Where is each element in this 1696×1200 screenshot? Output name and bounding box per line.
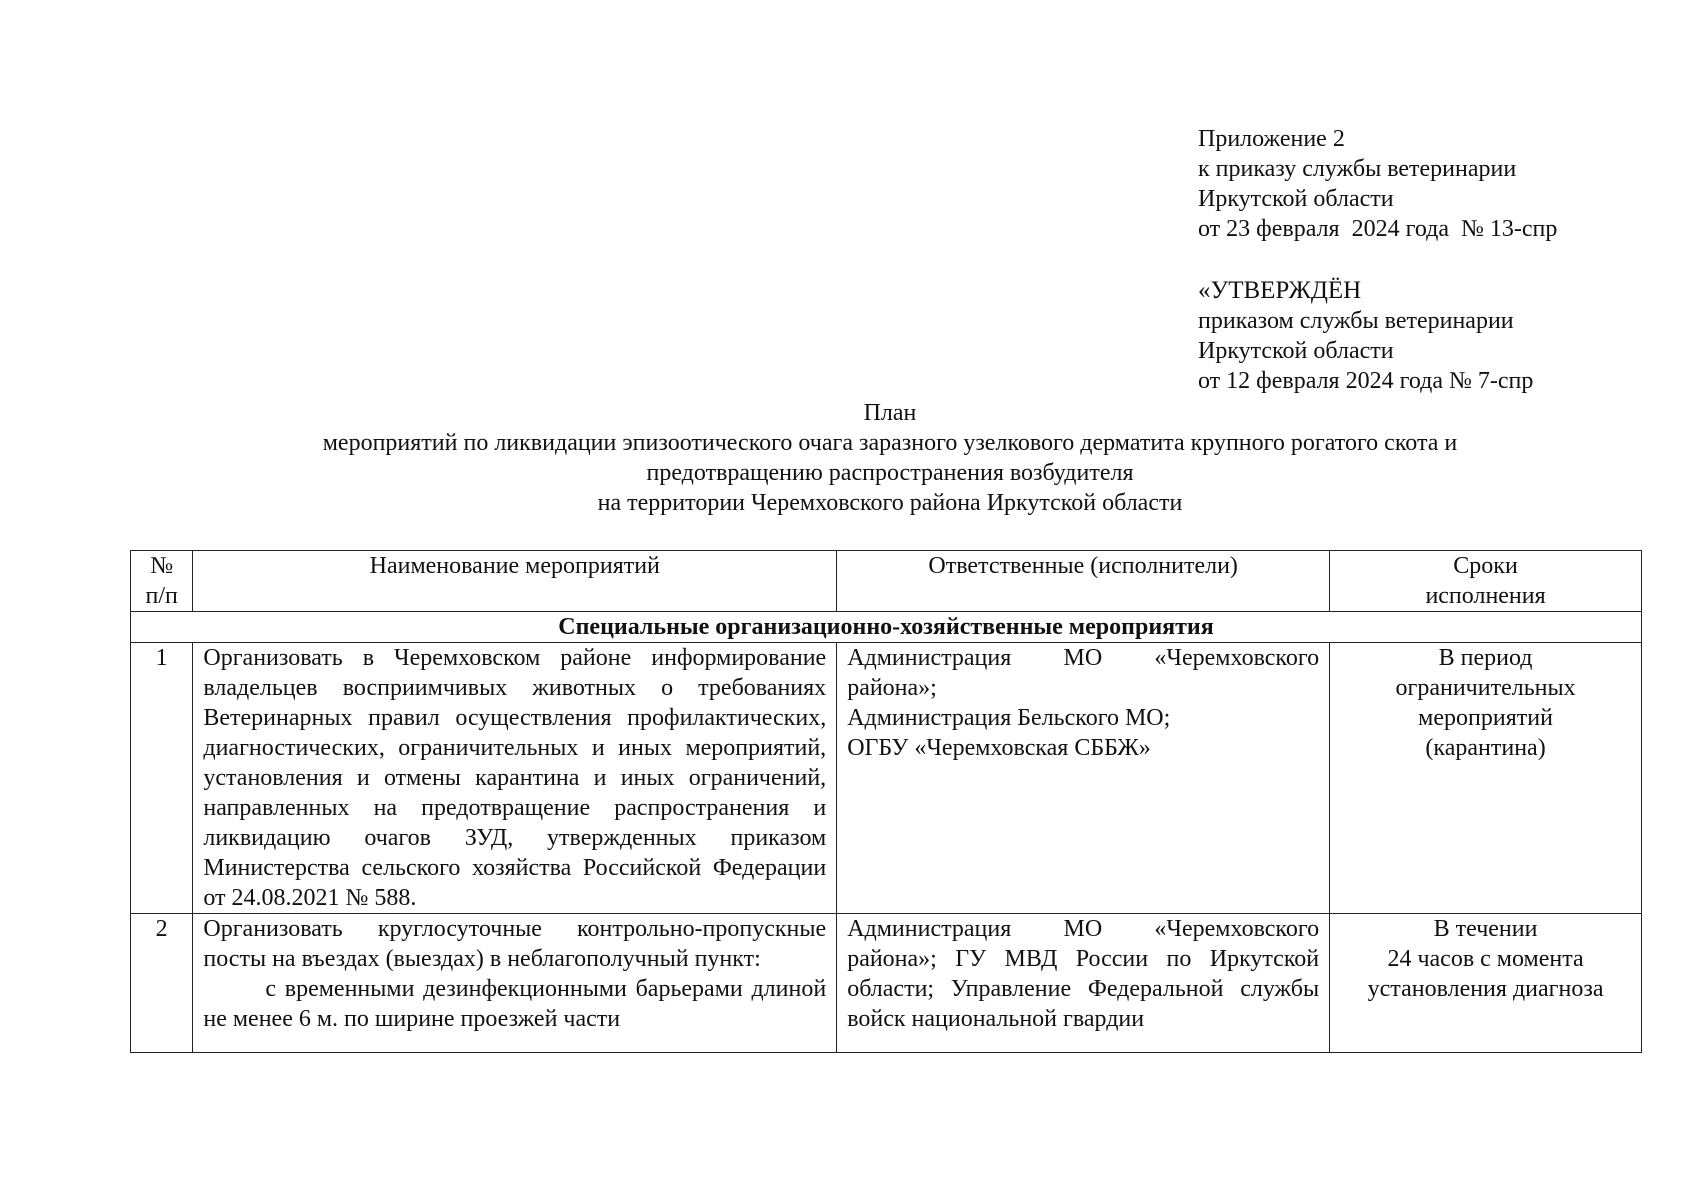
responsible-text: Администрация МО «Черемховского района»; ГУ МВД России по Иркутской области; Управление Федеральной службы войск национальной гвардии xyxy=(847,916,1320,1032)
header-name: Наименование мероприятий xyxy=(193,551,837,612)
row-term xyxy=(1330,643,1642,914)
appendix-line: от 23 февраля 2024 года № 13-спр xyxy=(1198,216,1558,242)
table-header-row xyxy=(131,551,1642,612)
responsible-line: Администрация Бельского МО; xyxy=(847,705,1171,731)
term-line: (карантина) xyxy=(1425,735,1546,761)
appendix-line: Приложение 2 xyxy=(1198,126,1345,152)
term-line: ограничительных xyxy=(1395,675,1576,701)
appendix-line: к приказу службы ветеринарии xyxy=(1198,156,1517,182)
row-number: 2 xyxy=(131,914,193,1053)
term-line: 24 часов с момента xyxy=(1387,946,1584,972)
approval-block xyxy=(1198,276,1533,396)
approval-line: «УТВЕРЖДЁН xyxy=(1198,277,1362,304)
row-name xyxy=(193,914,837,1053)
row-number: 1 xyxy=(131,643,193,914)
title-line: мероприятий по ликвидации эпизоотического очага заразного узелкового дерматита крупного рогатого скота и xyxy=(322,430,1458,456)
table-row xyxy=(131,914,1642,1053)
term-line: мероприятий xyxy=(1418,705,1553,731)
plan-table xyxy=(130,550,1642,1053)
title-line: на территории Черемховского района Иркутской области xyxy=(597,490,1183,516)
section-title: Специальные организационно-хозяйственные мероприятия xyxy=(131,612,1642,643)
approval-line: Иркутской области xyxy=(1198,338,1394,364)
appendix-line: Иркутской области xyxy=(1198,186,1394,212)
section-row xyxy=(131,612,1642,643)
appendix-block xyxy=(1198,124,1557,244)
term-line: установления диагноза xyxy=(1367,976,1604,1002)
table-row xyxy=(131,643,1642,914)
document-title xyxy=(130,398,1650,518)
title-line: предотвращению распространения возбудителя xyxy=(646,460,1134,486)
header-number xyxy=(131,551,193,612)
term-line: В течении xyxy=(1433,916,1538,942)
title-line: План xyxy=(863,400,917,426)
header-term xyxy=(1330,551,1642,612)
row-term xyxy=(1330,914,1642,1053)
header-number-line: № xyxy=(150,553,174,579)
row-responsible xyxy=(837,643,1330,914)
responsible-line: Администрация МО «Черемховского района»; xyxy=(847,645,1320,701)
row-name: Организовать в Черемховском районе информирование владельцев восприимчивых животных о требованиях Ветеринарных правил осуществления профилактических, диагностических, ограничительных и иных мероприятий, установления и отмены карантина и иных ограничений, направленных на предотвращение распространения и ликвидацию очагов ЗУД, утвержденных приказом Министерства сельского хозяйства Российской Федерации от 24.08.2021 № 588. xyxy=(193,643,837,914)
header-responsible: Ответственные (исполнители) xyxy=(837,551,1330,612)
row-responsible xyxy=(837,914,1330,1053)
row-name-sub: с временными дезинфекционными барьерами длиной не менее 6 м. по ширине проезжей части xyxy=(203,976,827,1032)
responsible-line: ОГБУ «Черемховская СББЖ» xyxy=(847,735,1151,761)
header-number-line: п/п xyxy=(145,583,178,609)
term-line: В период xyxy=(1438,645,1533,671)
approval-line: приказом службы ветеринарии xyxy=(1198,308,1514,334)
header-term-line: исполнения xyxy=(1425,583,1546,609)
approval-line: от 12 февраля 2024 года № 7-спр xyxy=(1198,368,1534,394)
row-name-main: Организовать круглосуточные контрольно-пропускные посты на въездах (выездах) в неблагополучный пункт: xyxy=(203,916,827,972)
header-term-line: Сроки xyxy=(1453,553,1518,579)
